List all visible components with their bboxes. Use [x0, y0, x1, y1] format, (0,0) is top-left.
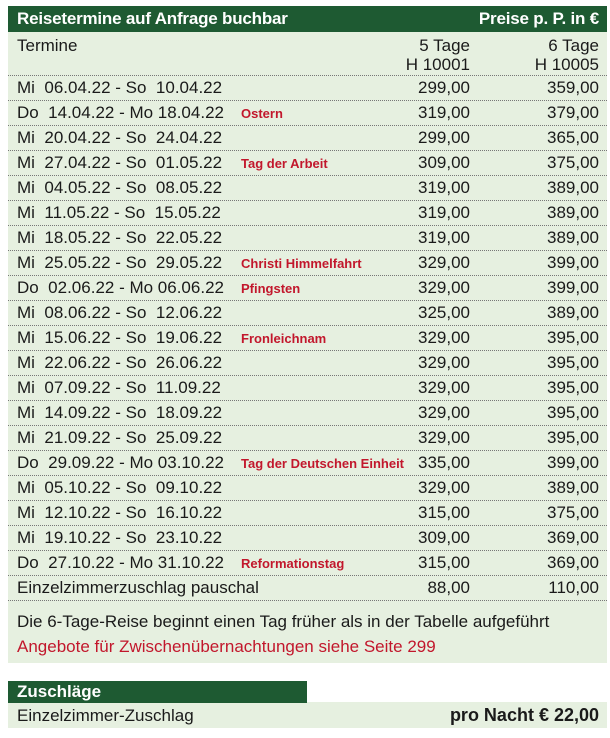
zuschlag-label: Einzelzimmer-Zuschlag	[17, 706, 194, 725]
row-price-6-tage: 399,00	[547, 278, 599, 297]
row-price-5-tage: 309,00	[418, 528, 470, 547]
zuschlaege-title: Zuschläge	[17, 682, 102, 701]
row-price-5-tage: 88,00	[427, 578, 470, 597]
col-5-tage-label: 5 Tage	[419, 36, 470, 55]
row-price-5-tage: 329,00	[418, 478, 470, 497]
row-date: Do 02.06.22 - Mo 06.06.22	[17, 278, 224, 297]
row-holiday: Fronleichnam	[241, 331, 327, 346]
row-date: Mi 18.05.22 - So 22.05.22	[17, 228, 223, 247]
table-row	[8, 451, 607, 476]
prices-label: Preise p. P. in €	[478, 9, 599, 28]
row-date: Mi 14.09.22 - So 18.09.22	[17, 403, 223, 422]
col-5-tage-header	[406, 36, 470, 74]
table-row	[8, 551, 607, 576]
row-price-6-tage: 375,00	[547, 503, 599, 522]
row-price-5-tage: 329,00	[418, 403, 470, 422]
table-header-bar	[8, 6, 607, 32]
row-price-6-tage: 389,00	[547, 478, 599, 497]
zuschlaege-header	[8, 681, 307, 703]
row-holiday: Pfingsten	[241, 281, 301, 296]
row-price-6-tage: 110,00	[548, 578, 599, 597]
offer-note: Angebote für Zwischenübernachtungen siehe Seite 299	[17, 637, 436, 656]
table-row	[8, 576, 607, 601]
row-price-5-tage: 299,00	[418, 78, 470, 97]
zuschlag-row	[8, 704, 607, 728]
row-price-6-tage: 389,00	[547, 178, 599, 197]
row-price-6-tage: 395,00	[547, 328, 599, 347]
row-price-5-tage: 319,00	[418, 228, 470, 247]
row-holiday: Ostern	[241, 106, 283, 121]
table-row	[8, 176, 607, 201]
row-date: Mi 05.10.22 - So 09.10.22	[17, 478, 223, 497]
row-date: Einzelzimmerzuschlag pauschal	[17, 578, 259, 597]
row-price-5-tage: 319,00	[418, 203, 470, 222]
row-price-5-tage: 315,00	[418, 503, 470, 522]
table-row	[8, 476, 607, 501]
row-price-6-tage: 389,00	[547, 303, 599, 322]
row-price-5-tage: 329,00	[418, 353, 470, 372]
table-row	[8, 401, 607, 426]
row-date: Mi 07.09.22 - So 11.09.22	[17, 378, 221, 397]
table-row	[8, 201, 607, 226]
column-headers	[8, 34, 607, 76]
table-row	[8, 276, 607, 301]
row-price-5-tage: 329,00	[418, 378, 470, 397]
row-price-5-tage: 319,00	[418, 178, 470, 197]
col-6-tage-header	[535, 36, 599, 74]
row-price-5-tage: 329,00	[418, 278, 470, 297]
row-price-6-tage: 395,00	[547, 403, 599, 422]
info-note: Die 6-Tage-Reise beginnt einen Tag früher als in der Tabelle aufgeführt	[17, 612, 550, 631]
row-date: Mi 21.09.22 - So 25.09.22	[17, 428, 223, 447]
row-price-6-tage: 369,00	[547, 553, 599, 572]
col-5-tage-code: H 10001	[405, 55, 470, 74]
row-date: Do 27.10.22 - Mo 31.10.22	[17, 553, 224, 572]
row-holiday: Christi Himmelfahrt	[241, 256, 362, 271]
row-date: Mi 20.04.22 - So 24.04.22	[17, 128, 223, 147]
termine-header: Termine	[17, 36, 78, 55]
row-date: Mi 12.10.22 - So 16.10.22	[17, 503, 223, 522]
row-date: Do 14.04.22 - Mo 18.04.22	[17, 103, 224, 122]
row-price-5-tage: 329,00	[418, 328, 470, 347]
row-price-5-tage: 319,00	[418, 103, 470, 122]
row-price-5-tage: 335,00	[418, 453, 470, 472]
row-price-6-tage: 399,00	[547, 253, 599, 272]
row-price-6-tage: 399,00	[547, 453, 599, 472]
row-holiday: Reformationstag	[241, 556, 345, 571]
row-date: Mi 19.10.22 - So 23.10.22	[17, 528, 223, 547]
row-price-6-tage: 389,00	[547, 203, 599, 222]
table-row	[8, 526, 607, 551]
table-row	[8, 251, 607, 276]
row-date: Mi 11.05.22 - So 15.05.22	[17, 203, 221, 222]
row-price-5-tage: 325,00	[418, 303, 470, 322]
row-date: Mi 06.04.22 - So 10.04.22	[17, 78, 223, 97]
row-date: Mi 04.05.22 - So 08.05.22	[17, 178, 223, 197]
row-date: Mi 27.04.22 - So 01.05.22	[17, 153, 223, 172]
row-date: Mi 08.06.22 - So 12.06.22	[17, 303, 223, 322]
row-price-5-tage: 329,00	[418, 428, 470, 447]
row-price-6-tage: 379,00	[547, 103, 599, 122]
row-price-6-tage: 365,00	[547, 128, 599, 147]
table-row	[8, 301, 607, 326]
table-row	[8, 226, 607, 251]
row-price-5-tage: 309,00	[418, 153, 470, 172]
row-holiday: Tag der Arbeit	[241, 156, 328, 171]
row-price-5-tage: 315,00	[418, 553, 470, 572]
row-date: Mi 22.06.22 - So 26.06.22	[17, 353, 223, 372]
col-6-tage-code: H 10005	[534, 55, 599, 74]
row-price-6-tage: 375,00	[547, 153, 599, 172]
table-row	[8, 101, 607, 126]
row-price-6-tage: 359,00	[547, 78, 599, 97]
row-price-6-tage: 369,00	[547, 528, 599, 547]
row-price-6-tage: 395,00	[547, 353, 599, 372]
row-date: Mi 15.06.22 - So 19.06.22	[17, 328, 223, 347]
date-table	[8, 76, 607, 601]
row-date: Do 29.09.22 - Mo 03.10.22	[17, 453, 224, 472]
table-row	[8, 151, 607, 176]
row-price-6-tage: 395,00	[547, 378, 599, 397]
table-row	[8, 501, 607, 526]
row-price-6-tage: 395,00	[547, 428, 599, 447]
row-price-6-tage: 389,00	[547, 228, 599, 247]
table-row	[8, 76, 607, 101]
row-price-5-tage: 299,00	[418, 128, 470, 147]
col-6-tage-label: 6 Tage	[548, 36, 599, 55]
row-holiday: Tag der Deutschen Einheit	[241, 456, 405, 471]
zuschlag-price: pro Nacht € 22,00	[449, 705, 599, 725]
row-price-5-tage: 329,00	[418, 253, 470, 272]
table-row	[8, 126, 607, 151]
table-title: Reisetermine auf Anfrage buchbar	[17, 9, 288, 28]
table-row	[8, 376, 607, 401]
table-row	[8, 426, 607, 451]
table-row	[8, 326, 607, 351]
row-date: Mi 25.05.22 - So 29.05.22	[17, 253, 223, 272]
table-row	[8, 351, 607, 376]
